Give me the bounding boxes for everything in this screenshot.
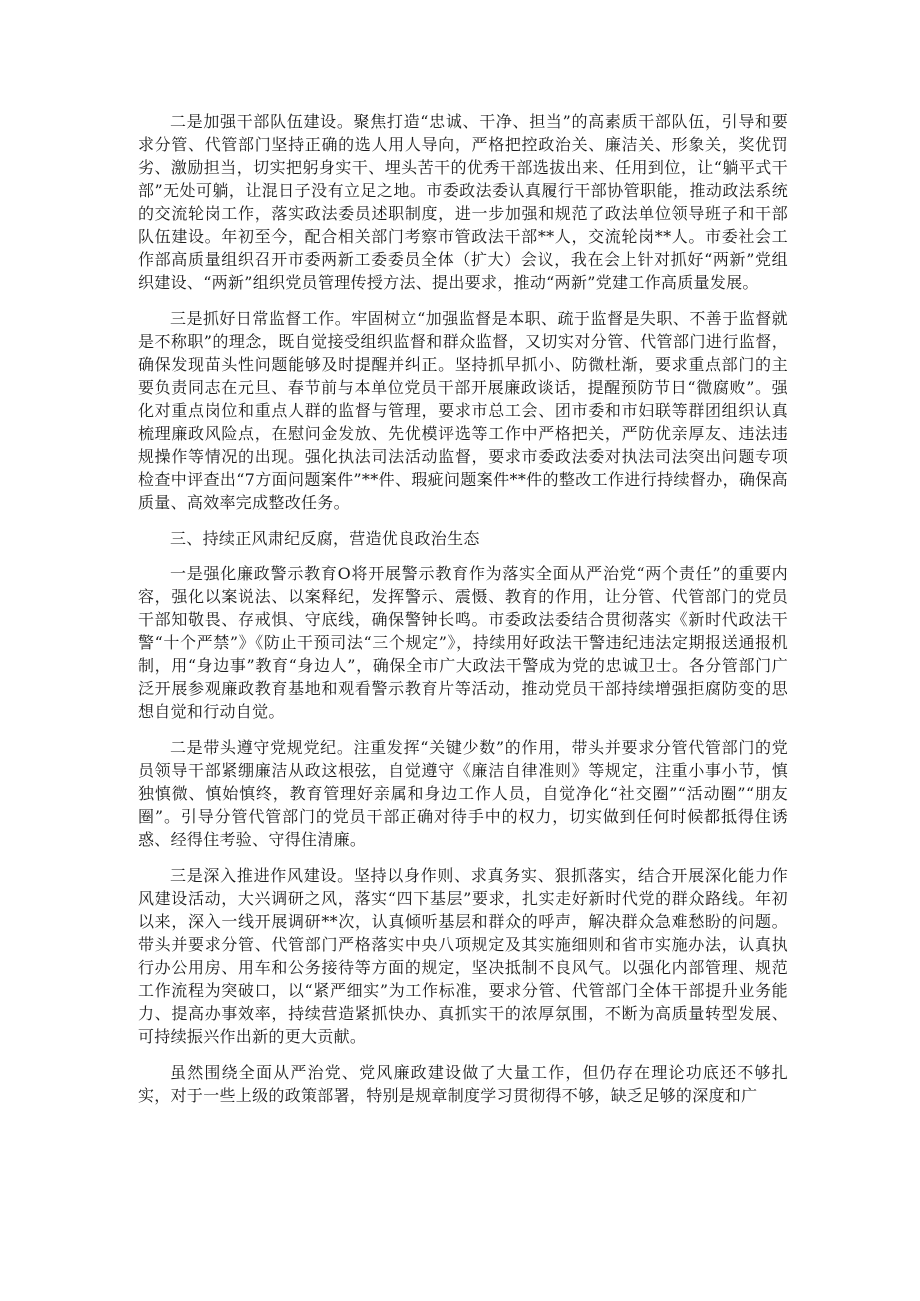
paragraph-party-discipline: 二是带头遵守党规党纪。注重发挥“关键少数”的作用，带头并要求分管代管部门的党员领导干部紧绷廉洁从政这根弦，自觉遵守《廉洁自律准则》等规定，注重小事小节，慎独慎微、慎始慎终，教育管理好亲属和身边工作人员，自觉净化“社交圈”“活动圈”“朋友圈”。引导分管代管部门的党员干部正确对待手中的权力，切实做到任何时候都抵得住诱惑、经得住考验、守得住清廉。	[138, 738, 788, 849]
paragraph-work-style: 三是深入推进作风建设。坚持以身作则、求真务实、狠抓落实，结合开展深化能力作风建设活动，大兴调研之风，落实“四下基层”要求，扎实走好新时代党的群众路线。年初以来，深入一线开展调研**次，认真倾听基层和群众的呼声，解决群众急难愁盼的问题。带头并要求分管、代管部门严格落实中央八项规定及其实施细则和省市实施办法，认真执行办公用房、用车和公务接待等方面的规定，坚决抵制不良风气。以强化内部管理、规范工作流程为突破口，以“紧严细实”为工作标准，要求分管、代管部门全体干部提升业务能力、提高办事效率，持续营造紧抓快办、真抓实干的浓厚氛围，不断为高质量转型发展、可持续振兴作出新的更大贡献。	[138, 866, 788, 1046]
paragraph-cadre-team-building: 二是加强干部队伍建设。聚焦打造“忠诚、干净、担当”的高素质干部队伍，引导和要求分管、代管部门坚持正确的选人用人导向，严格把控政治关、廉洁关、形象关，奖优罚劣、激励担当，切实把躬身实干、埋头苦干的优秀干部选拔出来、任用到位，让“躺平式干部”无处可躺，让混日子没有立足之地。市委政法委认真履行干部协管职能，推动政法系统的交流轮岗工作，落实政法委员述职制度，进一步加强和规范了政法单位领导班子和干部队伍建设。年初至今，配合相关部门考察市管政法干部**人，交流轮岗**人。市委社会工作部高质量组织召开市委两新工委委员全体（扩大）会议，我在会上针对抓好“两新”党组织建设、“两新”组织党员管理传授方法、提出要求，推动“两新”党建工作高质量发展。	[138, 112, 788, 292]
paragraph-shortcomings: 虽然围绕全面从严治党、党风廉政建设做了大量工作，但仍存在理论功底还不够扎实，对于一些上级的政策部署，特别是规章制度学习贯彻得不够，缺乏足够的深度和广	[138, 1063, 788, 1105]
section-heading-anti-corruption: 三、持续正风肃纪反腐，营造优良政治生态	[170, 529, 480, 548]
paragraph-warning-education: 一是强化廉政警示教育O将开展警示教育作为落实全面从严治党“两个责任”的重要内容，强化以案说法、以案释纪，发挥警示、震慑、教育的作用，让分管、代管部门的党员干部知敬畏、存戒惧、守底线，确保警钟长鸣。市委政法委结合贯彻落实《新时代政法干警“十个严禁”》《防止干预司法“三个规定”》，持续用好政法干警违纪违法定期报送通报机制，用“身边事”教育“身边人”，确保全市广大政法干警成为党的忠诚卫士。各分管部门广泛开展参观廉政教育基地和观看警示教育片等活动，推动党员干部持续增强拒腐防变的思想自觉和行动自觉。	[138, 564, 788, 721]
paragraph-daily-supervision: 三是抓好日常监督工作。牢固树立“加强监督是本职、疏于监督是失职、不善于监督就是不称职”的理念，既自觉接受组织监督和群众监督，又切实对分管、代管部门进行监督，确保发现苗头性问题能够及时提醒并纠正。坚持抓早抓小、防微杜渐，要求重点部门的主要负责同志在元旦、春节前与本单位党员干部开展廉政谈话，提醒预防节日“微腐败”。强化对重点岗位和重点人群的监督与管理，要求市总工会、团市委和市妇联等群团组织认真梳理廉政风险点，在慰问金发放、先优模评选等工作中严格把关，严防优亲厚友、违法违规操作等情况的出现。强化执法司法活动监督，要求市委政法委对执法司法突出问题专项检查中评查出“7方面问题案件”**件、瑕疵问题案件**件的整改工作进行持续督办，确保高质量、高效率完成整改任务。	[138, 309, 788, 512]
document-body	[138, 110, 788, 1120]
